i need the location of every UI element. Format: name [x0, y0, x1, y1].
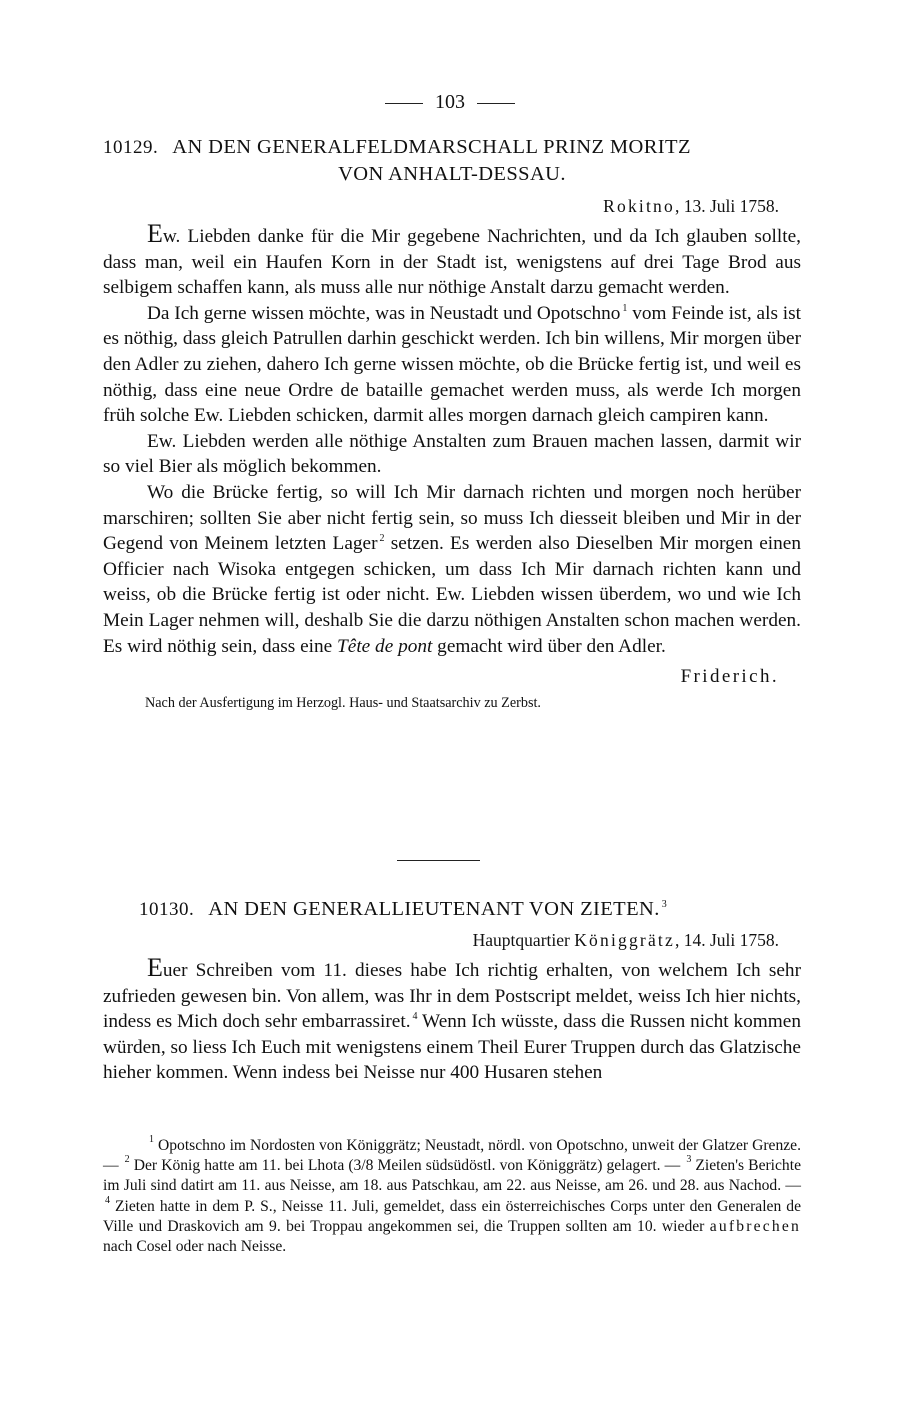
paragraph-text: Da Ich gerne wissen möchte, was in Neustadt und Opotschno [147, 302, 621, 324]
letter-date: , 13. Juli 1758. [674, 196, 779, 216]
paragraph-2 [103, 301, 801, 429]
paragraph-1 [103, 221, 801, 301]
paragraph-3: Ew. Liebden werden alle nöthige Anstalten zum Brauen machen lassen, darmit wir so viel Bier als möglich bekommen. [103, 430, 801, 478]
place-name: Königgrätz [574, 930, 675, 950]
initial-letter: E [147, 953, 163, 982]
section-separator [397, 860, 480, 861]
letter-number: 10129. [103, 137, 159, 158]
footnote-text-4: Zieten hatte in dem P. S., Neisse 11. Juli, gemeldet, dass ein österreichisches Corps unter den Generalen de Ville und Draskovich am 9. bei Troppau angekommen sei, die Truppen sollten am 10. wieder [103, 1197, 801, 1235]
footnote-text-4-end: nach Cosel oder nach Neisse. [103, 1238, 287, 1256]
paragraph-text: Wenn Ich wüsste, dass die Russen nicht kommen würden, so liess Ich Euch mit wenigstens einem Theil Eurer Truppen durch das Glatzische hieher kommen. Wenn indess bei Neisse nur 400 Husaren stehen [103, 1011, 801, 1084]
header-dash-left [385, 103, 423, 104]
page-header [0, 88, 900, 116]
paragraph-text: gemacht wird über den Adler. [432, 635, 666, 657]
letter-date: , 14. Juli 1758. [674, 930, 779, 950]
footnote-text-2: Der König hatte am 11. bei Lhota (3/8 Meilen südsüdöstl. von Königgrätz) gelagert. — [129, 1157, 685, 1175]
place-prefix: Hauptquartier [472, 930, 575, 950]
footnote-text-3: Zieten's Berichte im Juli sind datirt am 11. aus Neisse, am 18. aus Patschkau, am 22. aus Neisse, am 26. und 28. aus Nachod. — [103, 1157, 801, 1195]
footnote-mark-2: 2 [124, 1154, 130, 1166]
source-note: Nach der Ausfertigung im Herzogl. Haus- und Staatsarchiv zu Zerbst. [145, 695, 541, 712]
italic-term: Tête de pont [337, 635, 433, 657]
paragraph-1 [103, 955, 801, 1086]
paragraph-text: uer Schreiben vom 11. dieses habe Ich richtig erhalten, von welchem Ich sehr zufrieden gewesen bin. Von allem, was Ihr in dem Postscript meldet, weiss Ich hier nichts, indess es Mich doch sehr embarrassiret. [103, 960, 801, 1033]
heading-line-2: VON ANHALT-DESSAU. [338, 163, 566, 185]
paragraph-text: setzen. Es werden also Dieselben Mir morgen einen Officier nach Wisoka entgegen schicken, um dass Ich Mir darnach richten kann und weiss, ob die Brücke fertig ist oder nicht. Ew. Liebden wissen überdem, wo und wie Ich Mein Lager nehmen will, deshalb Sie die darzu nöthigen Anstalten schon machen werden. Es wird nöthig sein, dass eine [103, 533, 802, 657]
place-date [103, 193, 801, 219]
footnotes [103, 1136, 801, 1257]
place-name: Rokitno [603, 196, 675, 216]
heading-line-1: AN DEN GENERALFELDMARSCHALL PRINZ MORITZ [172, 136, 691, 158]
footnote-ref-4[interactable]: 4 [412, 1011, 418, 1023]
header-dash-right [477, 103, 515, 104]
letter-body [103, 221, 801, 659]
paragraph-4 [103, 480, 801, 659]
footnote-ref-2[interactable]: 2 [379, 533, 385, 545]
paragraph-text: w. Liebden danke für die Mir gegebene Nachrichten, und da Ich glauben sollte, dass man, weil ein Haufen Korn in der Stadt ist, wenigstens auf drei Tage Brod aus selbigem schaffen kann, als muss alle nur nöthige Anstalt darzu gemacht werden. [103, 226, 801, 299]
letter-heading [103, 134, 801, 187]
footnote-block [103, 1136, 801, 1257]
footnote-spaced-word: aufbrechen [709, 1217, 801, 1235]
heading-text: AN DEN GENERALLIEUTENANT VON ZIETEN. [208, 898, 660, 920]
letter-heading [103, 896, 801, 923]
footnote-mark-3: 3 [686, 1154, 692, 1166]
initial-letter: E [147, 219, 163, 248]
signature: Friderich. [680, 666, 779, 688]
footnote-ref-1[interactable]: 1 [622, 302, 628, 314]
letter-number: 10130. [139, 899, 195, 920]
paragraph-text: Wo die Brücke fertig, so will Ich Mir darnach richten und morgen noch herüber marschiren; sollten Sie aber nicht fertig sein, so muss Ich diesseit bleiben und Mir in der Gegend von Meinem letzten Lager [103, 481, 801, 555]
footnote-mark-1: 1 [149, 1134, 154, 1145]
place-date [103, 927, 801, 953]
footnote-mark-4: 4 [105, 1194, 110, 1206]
letter-body [103, 955, 801, 1086]
page-number: 103 [435, 91, 465, 113]
paragraph-text: vom Feinde ist, als ist es nöthig, dass gleich Patrullen darhin geschickt werden. Ich bin willens, Mir morgen über den Adler zu ziehen, dahero Ich gerne wissen möchte, ob die Brücke fertig ist, und weil es nöthig, dass eine neue Ordre de bataille gemachet werden muss, als werde Ich morgen früh solche Ew. Liebden schicken, darmit alles morgen darnach gleich campiren kann. [103, 302, 801, 427]
letter-10130 [103, 896, 801, 1086]
footnote-text-1: Opotschno im Nordosten von Königgrätz; Neustadt, nördl. von Opotschno, unweit der Glatzer Grenze. — [103, 1137, 801, 1175]
letter-10129 [103, 134, 801, 713]
footnote-ref-3[interactable]: 3 [661, 899, 668, 910]
